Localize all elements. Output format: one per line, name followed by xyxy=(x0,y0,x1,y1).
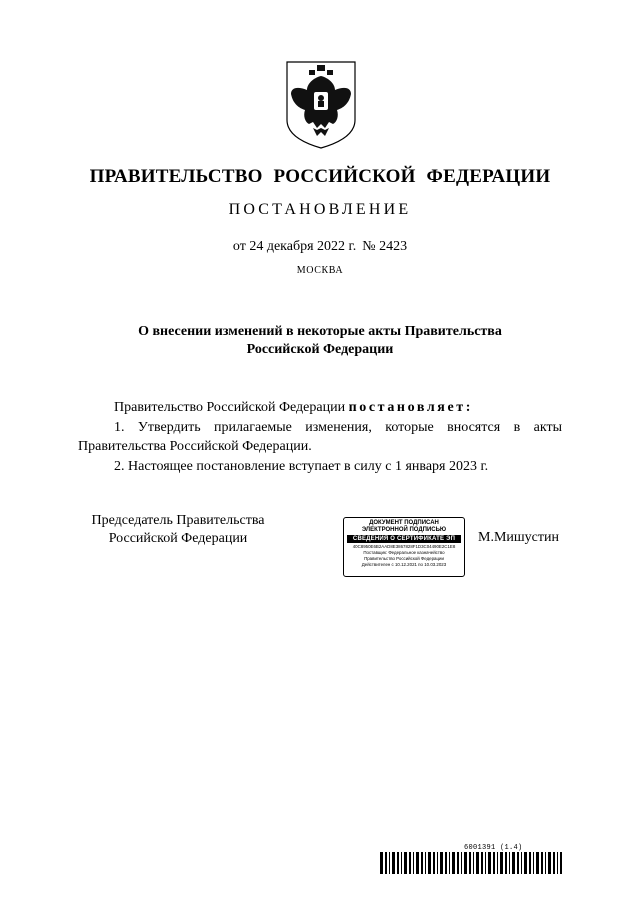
document-number: № 2423 xyxy=(362,239,408,254)
esig-serial: 40C8950E6B2AAD8E3867828F1D3C04490E2C1E8 xyxy=(352,544,456,549)
signer-title-line-2: Российской Федерации xyxy=(108,531,248,546)
esig-line-1: ДОКУМЕНТ ПОДПИСАН xyxy=(369,520,439,526)
document-type: ПОСТАНОВЛЕНИЕ xyxy=(228,201,412,218)
body-item-1: 1. Утвердить прилагаемые изменения, которые вносятся в акты Правительства Российской Федерации. xyxy=(78,420,562,454)
esig-owner: Правительство Российской Федерации xyxy=(364,556,444,561)
document-code: 6001391 (1.4) xyxy=(464,844,523,852)
esig-line-2: ЭЛЕКТРОННОЙ ПОДПИСЬЮ xyxy=(361,527,447,533)
esig-issuer: Поставщик: Федеральное казначейство xyxy=(363,550,445,555)
signer-name: М.Мишустин xyxy=(478,530,559,545)
signer-title xyxy=(78,512,278,548)
body-intro-text: Правительство Российской Федерации xyxy=(114,400,349,415)
esig-cert-header: СВЕДЕНИЯ О СЕРТИФИКАТЕ ЭП xyxy=(347,535,461,543)
body-intro-decree: постановляет: xyxy=(348,400,473,415)
russian-coat-of-arms-icon xyxy=(283,58,359,150)
document-title-line-2: Российской Федерации xyxy=(246,342,394,357)
document-title-line-1: О внесении изменений в некоторые акты Правительства xyxy=(138,324,502,339)
body-intro xyxy=(78,398,562,417)
document-date: от 24 декабря 2022 г. xyxy=(232,239,357,254)
body-item-2: 2. Настоящее постановление вступает в силу с 1 января 2023 г. xyxy=(114,459,489,474)
esig-validity: Действителен с 10.12.2021 по 10.03.2023 xyxy=(361,562,447,567)
barcode xyxy=(380,852,562,874)
document-date-line xyxy=(0,239,640,255)
signer-title-line-1: Председатель Правительства xyxy=(91,513,265,528)
electronic-signature-stamp xyxy=(343,517,465,577)
document-title xyxy=(0,323,640,359)
document-city: МОСКВА xyxy=(296,265,344,276)
organization-title: ПРАВИТЕЛЬСТВО РОССИЙСКОЙ ФЕДЕРАЦИИ xyxy=(89,166,551,187)
